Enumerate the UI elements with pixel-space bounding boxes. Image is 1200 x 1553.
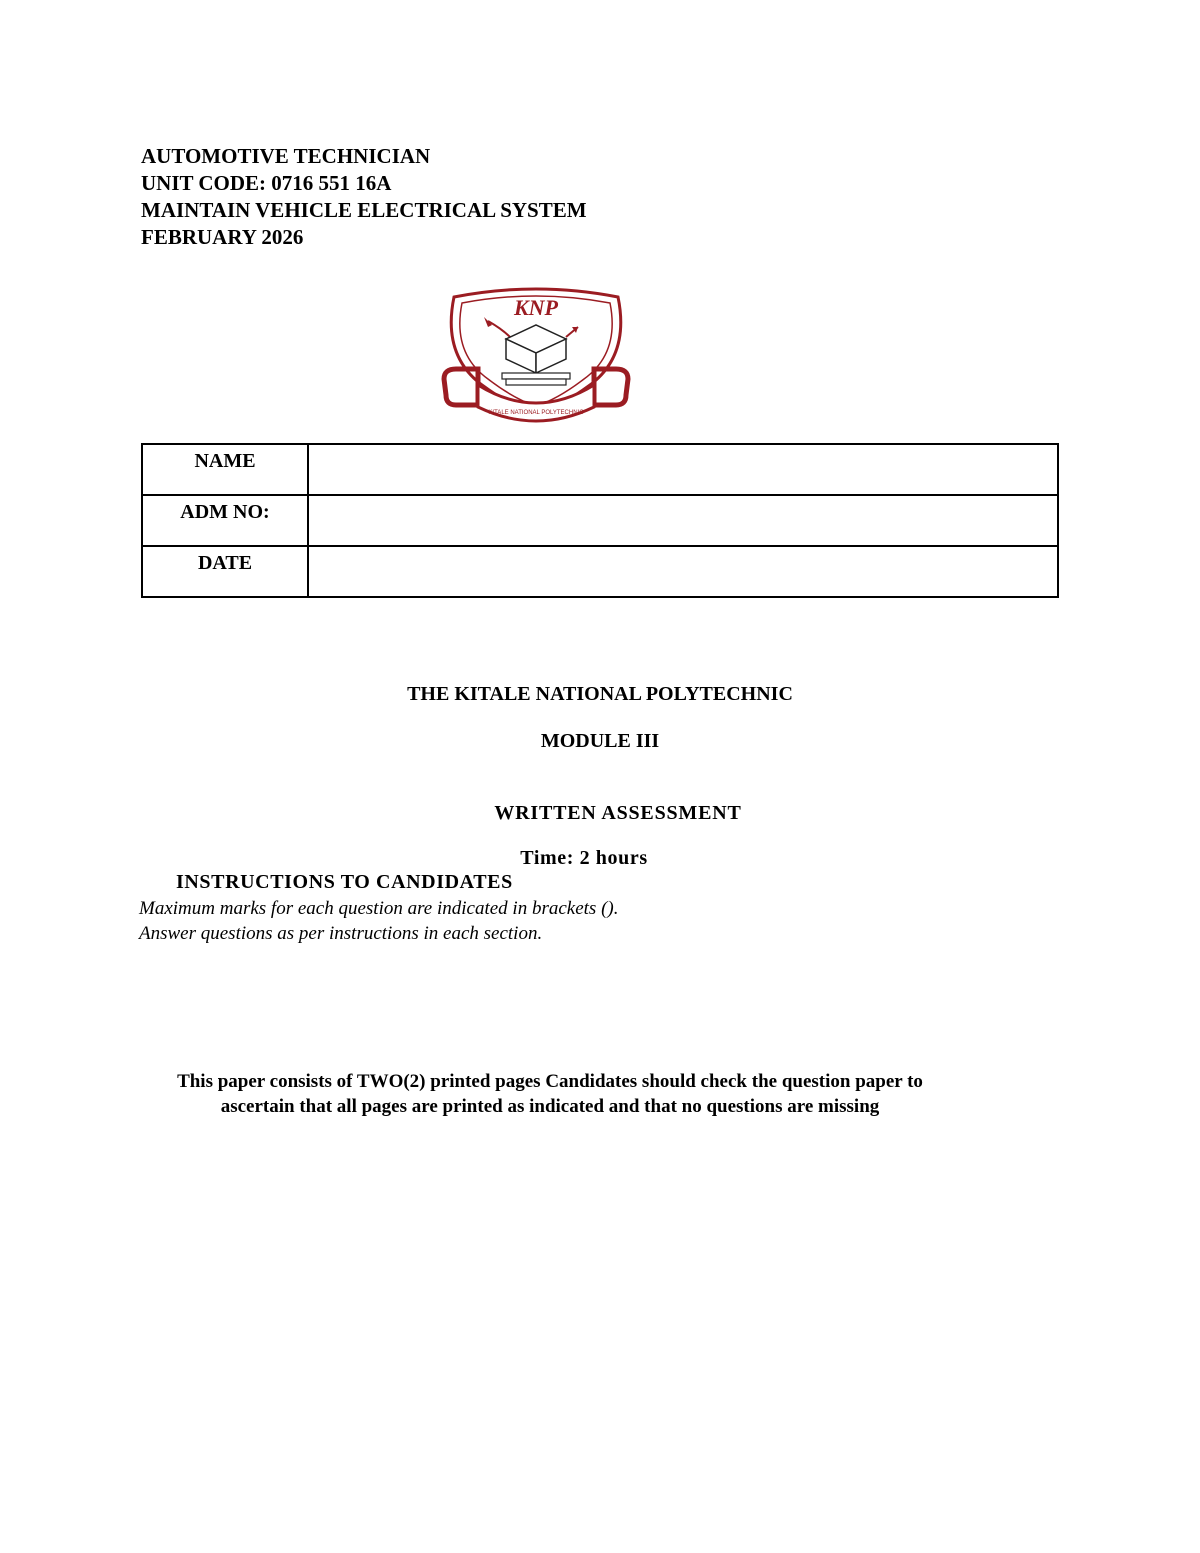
institution-name: THE KITALE NATIONAL POLYTECHNIC	[407, 683, 793, 705]
adm-no-label: ADM NO:	[142, 495, 308, 546]
adm-no-field[interactable]	[308, 495, 1058, 546]
instructions-heading: INSTRUCTIONS TO CANDIDATES	[176, 871, 513, 893]
paper-header	[141, 143, 587, 251]
programme-title: AUTOMOTIVE TECHNICIAN	[141, 144, 431, 168]
name-label: NAME	[142, 444, 308, 495]
name-field[interactable]	[308, 444, 1058, 495]
date-label: DATE	[142, 546, 308, 597]
instruction-line: Maximum marks for each question are indicated in brackets ().	[139, 898, 619, 919]
exam-duration: Time: 2 hours	[520, 847, 648, 869]
instruction-line: Answer questions as per instructions in each section.	[139, 923, 543, 944]
unit-title: MAINTAIN VEHICLE ELECTRICAL SYSTEM	[141, 198, 587, 222]
table-row	[142, 495, 1058, 546]
table-row	[142, 546, 1058, 597]
exam-date: FEBRUARY 2026	[141, 225, 304, 249]
unit-code: UNIT CODE: 0716 551 16A	[141, 171, 392, 195]
knp-logo-icon	[440, 285, 632, 427]
logo-ribbon-text: KITALE NATIONAL POLYTECHNIC	[488, 410, 584, 416]
page-count-note: This paper consists of TWO(2) printed pages Candidates should check the question paper to ascertain that all pages are printed as indicated and that no questions are missing	[177, 1071, 923, 1117]
table-row	[142, 444, 1058, 495]
candidate-details-table	[141, 443, 1059, 598]
date-field[interactable]	[308, 546, 1058, 597]
svg-text:KNP: KNP	[514, 295, 558, 320]
assessment-type: WRITTEN ASSESSMENT	[494, 802, 742, 824]
module-title: MODULE III	[540, 730, 660, 752]
